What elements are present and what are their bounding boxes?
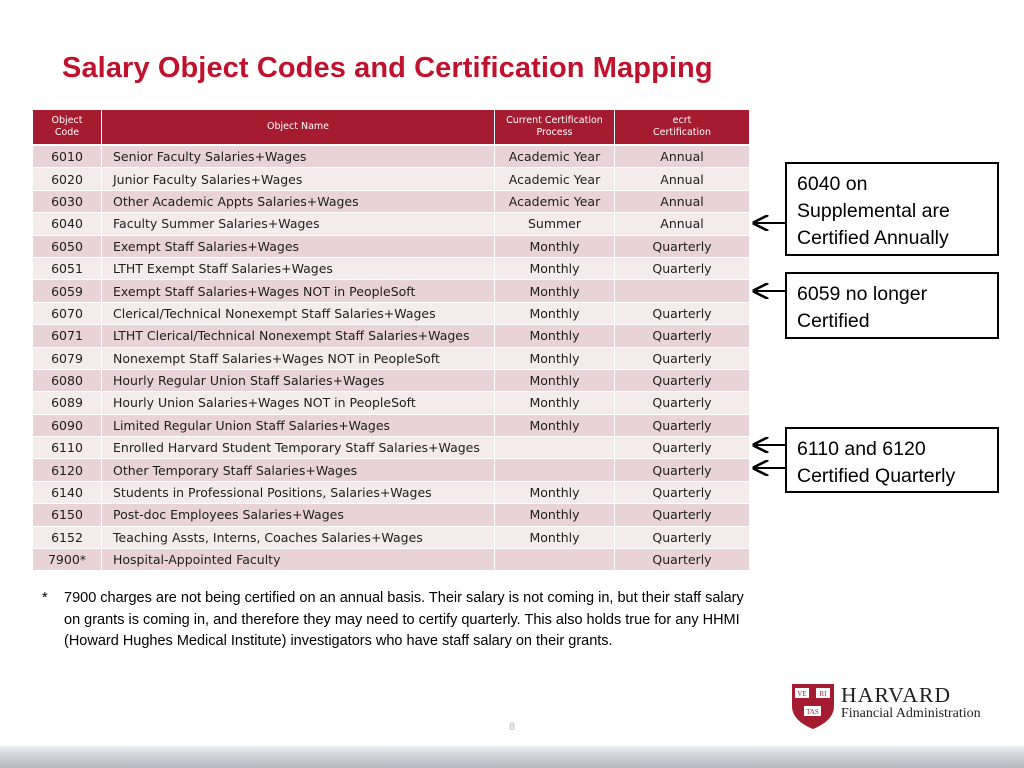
header-object-code-line2: Code xyxy=(54,127,80,138)
callout-6059-line2: Certified xyxy=(797,310,870,332)
certification-process-cell: Academic Year xyxy=(495,146,615,168)
object-code-cell: 6020 xyxy=(33,168,102,190)
header-ecrt-line2: Certification xyxy=(653,127,711,138)
certification-process-cell: Monthly xyxy=(495,280,615,302)
ecrt-certification-cell: Annual xyxy=(615,213,750,235)
header-process-line2: Process xyxy=(536,127,573,138)
object-code-cell: 6079 xyxy=(33,348,102,370)
header-process-line1: Current Certification xyxy=(506,115,603,126)
object-code-cell: 6071 xyxy=(33,325,102,347)
object-name-cell: Nonexempt Staff Salaries+Wages NOT in PeopleSoft xyxy=(102,348,495,370)
callout-6040 xyxy=(785,162,999,256)
object-code-cell: 6050 xyxy=(33,236,102,258)
ecrt-certification-cell: Quarterly xyxy=(615,258,750,280)
object-name-cell: Post-doc Employees Salaries+Wages xyxy=(102,504,495,526)
object-code-cell: 6150 xyxy=(33,504,102,526)
certification-process-cell: Monthly xyxy=(495,325,615,347)
object-code-cell: 6070 xyxy=(33,303,102,325)
certification-process-cell: Monthly xyxy=(495,370,615,392)
ecrt-certification-cell: Quarterly xyxy=(615,415,750,437)
callout-6110-line2: Certified Quarterly xyxy=(797,465,956,487)
footnote-text: 7900 charges are not being certified on an annual basis. Their salary is not coming in, but their staff salary on grants is coming in, and therefore they may need to certify quarterly. This also holds true for any HHMI (Howard Hughes Medical Institute) investigators who have staff salary on their grants. xyxy=(64,590,744,649)
ecrt-certification-cell: Quarterly xyxy=(615,437,750,459)
object-name-cell: Hospital-Appointed Faculty xyxy=(102,549,495,571)
object-name-cell: Limited Regular Union Staff Salaries+Wages xyxy=(102,415,495,437)
footnote-marker: * xyxy=(42,590,48,606)
header-ecrt-line1: ecrt xyxy=(672,115,692,126)
object-code-cell: 6152 xyxy=(33,527,102,549)
object-name-cell: LTHT Exempt Staff Salaries+Wages xyxy=(102,258,495,280)
ecrt-certification-cell: Quarterly xyxy=(615,303,750,325)
object-name-cell: Senior Faculty Salaries+Wages xyxy=(102,146,495,168)
object-name-cell: Other Academic Appts Salaries+Wages xyxy=(102,191,495,213)
certification-process-cell: Monthly xyxy=(495,527,615,549)
ecrt-certification-cell: Quarterly xyxy=(615,325,750,347)
certification-process-cell: Monthly xyxy=(495,303,615,325)
object-code-cell: 6089 xyxy=(33,392,102,414)
ecrt-certification-cell: Quarterly xyxy=(615,459,750,481)
certification-process-cell: Summer xyxy=(495,213,615,235)
certification-process-cell: Academic Year xyxy=(495,168,615,190)
page-number: 8 xyxy=(508,721,516,733)
object-name-cell: Clerical/Technical Nonexempt Staff Salaries+Wages xyxy=(102,303,495,325)
certification-process-cell: Monthly xyxy=(495,482,615,504)
ecrt-certification-cell: Annual xyxy=(615,168,750,190)
shield-text-ri: RI xyxy=(819,690,827,698)
ecrt-certification-cell: Quarterly xyxy=(615,236,750,258)
shield-text-ve: VE xyxy=(797,690,807,698)
certification-process-cell: Academic Year xyxy=(495,191,615,213)
logo-subtitle: Financial Administration xyxy=(841,706,981,721)
object-name-cell: LTHT Clerical/Technical Nonexempt Staff Salaries+Wages xyxy=(102,325,495,347)
object-code-cell: 6059 xyxy=(33,280,102,302)
callout-6040-line3: Certified Annually xyxy=(797,227,949,249)
object-name-cell: Students in Professional Positions, Salaries+Wages xyxy=(102,482,495,504)
ecrt-certification-cell: Quarterly xyxy=(615,370,750,392)
certification-process-cell: Monthly xyxy=(495,504,615,526)
harvard-shield-logo xyxy=(790,682,836,730)
logo-harvard-wordmark: HARVARD xyxy=(841,683,952,707)
object-code-cell: 6090 xyxy=(33,415,102,437)
certification-process-cell: Monthly xyxy=(495,236,615,258)
object-name-cell: Junior Faculty Salaries+Wages xyxy=(102,168,495,190)
object-code-cell: 6110 xyxy=(33,437,102,459)
object-code-cell: 6010 xyxy=(33,146,102,168)
certification-process-cell: Monthly xyxy=(495,258,615,280)
object-code-cell: 6080 xyxy=(33,370,102,392)
ecrt-certification-cell: Quarterly xyxy=(615,482,750,504)
header-object-name: Object Name xyxy=(102,110,495,146)
ecrt-certification-cell: Quarterly xyxy=(615,392,750,414)
ecrt-certification-cell: Quarterly xyxy=(615,549,750,571)
object-code-cell: 7900* xyxy=(33,549,102,571)
object-name-cell: Exempt Staff Salaries+Wages NOT in PeopleSoft xyxy=(102,280,495,302)
object-code-cell: 6040 xyxy=(33,213,102,235)
bottom-decorative-bar xyxy=(0,746,1024,768)
object-code-cell: 6140 xyxy=(33,482,102,504)
callout-6110-6120 xyxy=(785,427,999,493)
ecrt-certification-cell: Annual xyxy=(615,146,750,168)
ecrt-certification-cell: Annual xyxy=(615,191,750,213)
callout-6040-line1: 6040 on xyxy=(797,173,868,195)
object-name-cell: Hourly Regular Union Staff Salaries+Wages xyxy=(102,370,495,392)
object-name-cell: Other Temporary Staff Salaries+Wages xyxy=(102,459,495,481)
callout-6059-line1: 6059 no longer xyxy=(797,283,928,305)
header-object-code-line1: Object xyxy=(51,115,83,126)
callout-6040-line2: Supplemental are xyxy=(797,200,950,222)
slide-title: Salary Object Codes and Certification Mapping xyxy=(62,52,713,84)
certification-process-cell: Monthly xyxy=(495,415,615,437)
callout-6110-line1: 6110 and 6120 xyxy=(797,438,926,460)
object-code-cell: 6120 xyxy=(33,459,102,481)
object-name-cell: Enrolled Harvard Student Temporary Staff Salaries+Wages xyxy=(102,437,495,459)
certification-process-cell: Monthly xyxy=(495,348,615,370)
object-code-cell: 6030 xyxy=(33,191,102,213)
object-name-cell: Teaching Assts, Interns, Coaches Salaries+Wages xyxy=(102,527,495,549)
callout-6059 xyxy=(785,272,999,339)
certification-process-cell: Monthly xyxy=(495,392,615,414)
object-name-cell: Faculty Summer Salaries+Wages xyxy=(102,213,495,235)
ecrt-certification-cell: Quarterly xyxy=(615,527,750,549)
ecrt-certification-cell: Quarterly xyxy=(615,348,750,370)
object-name-cell: Hourly Union Salaries+Wages NOT in PeopleSoft xyxy=(102,392,495,414)
object-name-cell: Exempt Staff Salaries+Wages xyxy=(102,236,495,258)
ecrt-certification-cell: Quarterly xyxy=(615,504,750,526)
shield-text-tas: TAS xyxy=(806,708,819,716)
object-code-cell: 6051 xyxy=(33,258,102,280)
